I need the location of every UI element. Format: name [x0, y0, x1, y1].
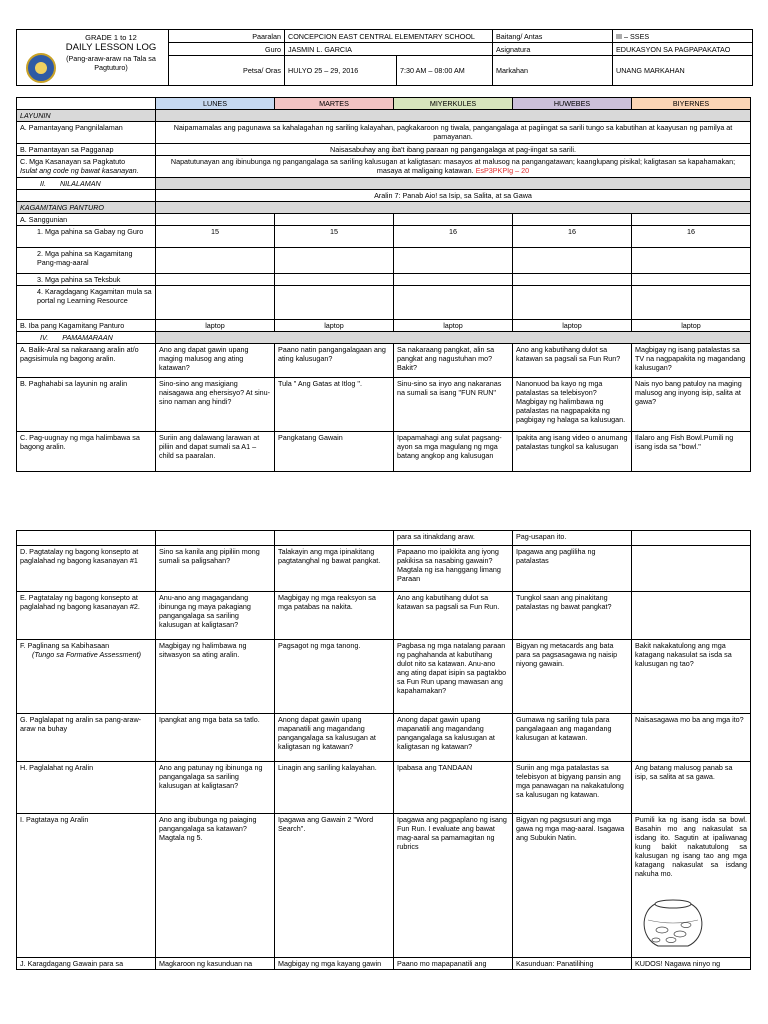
petsa-value: HULYO 25 – 29, 2016: [285, 56, 397, 86]
aralin-title: Aralin 7: Panab Aio! sa Isip, sa Salita, at sa Gawa: [156, 190, 751, 202]
gabay-guro-fri: 16: [632, 226, 751, 248]
paglalapat-fri: Naisasagawa mo ba ang mga ito?: [632, 714, 751, 762]
continued-fri: [632, 531, 751, 546]
section-layunin: LAYUNIN: [17, 110, 156, 122]
balik-aral-tue: Paano natin pangangalagaan ang ating kalusugan?: [275, 344, 394, 378]
paghahabi-wed: Sinu-sino sa inyo ang nakaranas na sumali sa isang "FUN RUN": [394, 378, 513, 432]
row-label-pagtataya: I. Pagtataya ng Aralin: [17, 814, 156, 958]
kabihasaan-fri: Bakit nakakatulong ang mga katagang nakasulat sa isda sa kalusugan ng tao?: [632, 640, 751, 714]
continued-thu: Pag-usapan ito.: [513, 531, 632, 546]
row-label-kasanayan: C. Mga Kasanayan sa Pagkatuto Isulat ang code ng bawat kasanayan.: [17, 156, 156, 178]
day-header-fri: BIYERNES: [632, 98, 751, 110]
pamantayan-pagganap-text: Naisasabuhay ang iba't ibang paraan ng pangangalaga at pag-iingat sa sarili.: [156, 144, 751, 156]
paglalapat-tue: Anong dapat gawin upang mapanatili ang magandang pangangalaga sa kalusugan at kaligtasan ng katawan?: [275, 714, 394, 762]
kagamitan-mon: laptop: [156, 320, 275, 332]
pag-uugnay-tue: Pangkatang Gawain: [275, 432, 394, 472]
konsepto2-fri: [632, 592, 751, 640]
day-header-wed: MIYERKULES: [394, 98, 513, 110]
paghahabi-thu: Nanonuod ba kayo ng mga patalastas sa telebisyon? Magbigay ng halimbawa ng patalastas na nagpapakita ng pagbigay ng halaga sa kalusugan.: [513, 378, 632, 432]
row-label-paghahabi: B. Paghahabi sa layunin ng aralin: [17, 378, 156, 432]
kagamitan-fri: laptop: [632, 320, 751, 332]
paghahabi-mon: Sino-sino ang masigiang naisagawa ang ehersisyo? At sinu-sino naman ang hindi?: [156, 378, 275, 432]
paglalahat-mon: Ano ang patunay ng ibinunga ng pangangalaga sa sariling kalusugan at kaligtasan?: [156, 762, 275, 814]
paghahabi-fri: Nais nyo bang patuloy na maging malusog ang inyong isip, salita at gawa?: [632, 378, 751, 432]
competency-code: EsP3PKPIg – 20: [475, 166, 530, 175]
gabay-guro-mon: 15: [156, 226, 275, 248]
konsepto1-tue: Talakayin ang mga ipinakitang pagtatanghal ng bawat pangkat.: [275, 546, 394, 592]
paglalapat-thu: Gumawa ng sariling tula para pangalagaan ang magandang kalusugan at katawan.: [513, 714, 632, 762]
kasanayan-text: Napatutunayan ang ibinubunga ng pangangalaga sa sariling kalusugan at kaligtasan: masayos at malusog na pangangatawan; kaanglupang pisikal; kaligtasan sa kapahamakan; masaya at maligaing katawan. EsP3PKPIg – 20: [156, 156, 751, 178]
konsepto1-mon: Sino sa kanila ang pipiliin mong sumali sa paligsahan?: [156, 546, 275, 592]
row-label-pamantayang-pangnilalaman: A. Pamantayang Pangnilalaman: [17, 122, 156, 144]
paghahabi-tue: Tula " Ang Gatas at Itlog ".: [275, 378, 394, 432]
konsepto2-mon: Anu-ano ang magagandang ibinunga ng maya pakagiang pangangalaga sa sariling kalusugan at kaligtasan?: [156, 592, 275, 640]
row-label-kagamitang-mag-aaral: 2. Mga pahina sa Kagamitang Pang-mag-aaral: [17, 248, 156, 274]
konsepto2-thu: Tungkol saan ang pinakitang patalastas ng bawat pangkat?: [513, 592, 632, 640]
row-label-bagong-konsepto-2: E. Pagtatalay ng bagong konsepto at paglalahad ng bagong kasanayan #2.: [17, 592, 156, 640]
row-label-sanggunian: A. Sanggunian: [17, 214, 156, 226]
paglalahat-wed: Ipabasa ang TANDAAN: [394, 762, 513, 814]
paaralan-value: CONCEPCION EAST CENTRAL ELEMENTARY SCHOOL: [285, 30, 493, 43]
gabay-guro-tue: 15: [275, 226, 394, 248]
asignatura-value: EDUKASYON SA PAGPAPAKATAO: [613, 43, 753, 56]
karagdagan-fri: KUDOS! Nagawa ninyo ng: [632, 958, 751, 970]
kabihasaan-wed: Pagbasa ng mga natalang paraan ng paghahanda at kabutihang dulot nito sa katawan. Anu-ano ang ating dapat isipin sa pagtakbo sa Fun Run upang mawasan ang kapahamakan?: [394, 640, 513, 714]
baitang-value: III – SSES: [613, 30, 753, 43]
konsepto2-tue: Magbigay ng mga reaksyon sa mga patabas na nakita.: [275, 592, 394, 640]
pagtataya-tue: Ipagawa ang Gawain 2 "Word Search".: [275, 814, 394, 958]
continued-wed: para sa itinakdang araw.: [394, 531, 513, 546]
petsa-label: Petsa/ Oras: [169, 56, 285, 86]
row-label-paglalapat: G. Paglalapat ng aralin sa pang-araw-araw na buhay: [17, 714, 156, 762]
lesson-table-page2: [16, 530, 751, 970]
lesson-table-page1: [16, 97, 751, 472]
row-label-paglalahat: H. Paglalahat ng Aralin: [17, 762, 156, 814]
guro-value: JASMIN L. GARCIA: [285, 43, 493, 56]
row-label-teksbuk: 3. Mga pahina sa Teksbuk: [17, 274, 156, 286]
markahan-label: Markahan: [493, 56, 613, 86]
row-label-bagong-konsepto-1: D. Pagtatalay ng bagong konsepto at paglalahad ng bagong kasanayan #1: [17, 546, 156, 592]
day-header-tue: MARTES: [275, 98, 394, 110]
paglalapat-wed: Anong dapat gawin upang mapanatili ang magandang pangangalaga sa kalusugan at kaligtasan ng katawan?: [394, 714, 513, 762]
paglalahat-thu: Suriin ang mga patalastas sa telebisyon at bigyang pansin ang mga panawagan na nakakatulong sa kalusugan ng katawan.: [513, 762, 632, 814]
kabihasaan-mon: Magbigay ng halimbawa ng sitwasyon sa ating aralin.: [156, 640, 275, 714]
section-kagamitan: KAGAMITANG PANTURO: [17, 202, 156, 214]
pag-uugnay-mon: Suriin ang dalawang larawan at piliin and dapat sumali sa A1 – child sa paaralan.: [156, 432, 275, 472]
karagdagan-thu: Kasunduan: Panatilihing: [513, 958, 632, 970]
continued-tue: [275, 531, 394, 546]
grade-label: GRADE 1 to 12: [85, 33, 137, 42]
pagtataya-mon: Ano ang ibubunga ng paiaging pangangalaga sa katawan? Magtala ng 5.: [156, 814, 275, 958]
page-subtitle: (Pang-araw-araw na Tala sa Pagtuturo): [66, 54, 156, 72]
paaralan-label: Paaralan: [169, 30, 285, 43]
day-header-mon: LUNES: [156, 98, 275, 110]
corner-cell: [17, 98, 156, 110]
row-label-pag-uugnay: C. Pag-uugnay ng mga halimbawa sa bagong aralin.: [17, 432, 156, 472]
karagdagan-mon: Magkaroon ng kasunduan na: [156, 958, 275, 970]
karagdagan-tue: Magbigay ng mga kayang gawin: [275, 958, 394, 970]
page-title: DAILY LESSON LOG: [65, 42, 157, 53]
kagamitan-thu: laptop: [513, 320, 632, 332]
deped-seal-icon: [26, 53, 56, 83]
section-pamamaraan: IV. PAMAMARAAN: [17, 332, 156, 344]
fish-bowl-icon: [638, 898, 708, 950]
header-title-cell: [17, 30, 169, 86]
baitang-label: Baitang/ Antas: [493, 30, 613, 43]
day-header-thu: HUWEBES: [513, 98, 632, 110]
continued-mon: [156, 531, 275, 546]
paglalapat-mon: Ipangkat ang mga bata sa tatlo.: [156, 714, 275, 762]
kagamitan-wed: laptop: [394, 320, 513, 332]
balik-aral-wed: Sa nakaraang pangkat, alin sa pangkat ang nagustuhan mo? Bakit?: [394, 344, 513, 378]
konsepto2-wed: Ano ang kabutihang dulot sa katawan sa pagsali sa Fun Run.: [394, 592, 513, 640]
oras-value: 7:30 AM – 08:00 AM: [397, 56, 493, 86]
konsepto1-thu: Ipagawa ang pagliliha ng patalastas: [513, 546, 632, 592]
row-label-iba-pang-kagamitan: B. Iba pang Kagamitang Panturo: [17, 320, 156, 332]
header-table: [16, 29, 753, 86]
konsepto1-fri: [632, 546, 751, 592]
kagamitan-tue: laptop: [275, 320, 394, 332]
pamantayang-pangnilalaman-text: Naipamamalas ang pagunawa sa kahalagahan ng sariling kalayahan, pagkakaroon ng tiwala, pangangalaga at pagiingat sa sarili tungo sa kabutihan at kaayusan ng pamilya at pamayanan.: [156, 122, 751, 144]
pagtataya-fri: Pumili ka ng isang isda sa bowl. Basahin mo ang nakasulat sa isdang ito. Sagutin at ipaliwanag kung bakit nakatutulong sa kalusugan ng isang tao ang mga katagang nakasulat sa isdang nakuha mo.: [635, 815, 747, 878]
pagtataya-wed: Ipagawa ang pagpaplano ng isang Fun Run. I evaluate ang bawat mag-aaral sa pamamagitan ng rubrics: [394, 814, 513, 958]
guro-label: Guro: [169, 43, 285, 56]
konsepto1-wed: Papaano mo ipakikita ang iyong pakikisa sa nasabing gawain? Magtala ng isa hanggang limang Paraan: [394, 546, 513, 592]
kabihasaan-thu: Bigyan ng metacards ang bata para sa pagsasagawa ng naisip niyong gawain.: [513, 640, 632, 714]
karagdagan-wed: Paano mo mapapanatili ang: [394, 958, 513, 970]
paglalahat-fri: Ang batang malusog panab sa isip, sa salita at sa gawa.: [632, 762, 751, 814]
markahan-value: UNANG MARKAHAN: [613, 56, 753, 86]
balik-aral-fri: Magbigay ng isang patalastas sa TV na nagpapakita ng magandang kalusugan?: [632, 344, 751, 378]
section-nilalaman: II. NILALAMAN: [17, 178, 156, 190]
paglalahat-tue: Linagin ang sariling kalayahan.: [275, 762, 394, 814]
row-label-pamantayan-pagganap: B. Pamantayan sa Pagganap: [17, 144, 156, 156]
pag-uugnay-thu: Ipakita ang isang video o anumang patalastas tungkol sa kalusugan: [513, 432, 632, 472]
row-label-kabihasaan: F. Paglinang sa Kabihasaan (Tungo sa Formative Assessment): [17, 640, 156, 714]
pagtataya-thu: Bigyan ng pagsusuri ang mga gawa ng mga mag-aaral. Isagawa ang Subukin Natin.: [513, 814, 632, 958]
pag-uugnay-wed: Ipapamahagi ang sulat pagsang-ayon sa mga magulang ng mga batang angkop ang kalusugan: [394, 432, 513, 472]
balik-aral-thu: Ano ang kabutihang dulot sa katawan sa pagsali sa Fun Run?: [513, 344, 632, 378]
gabay-guro-thu: 16: [513, 226, 632, 248]
pag-uugnay-fri: Ilalaro ang Fish Bowl.Pumili ng isang isda sa "bowl.": [632, 432, 751, 472]
row-label-gabay-guro: 1. Mga pahina sa Gabay ng Guro: [17, 226, 156, 248]
balik-aral-mon: Ano ang dapat gawin upang maging malusog ang ating katawan?: [156, 344, 275, 378]
asignatura-label: Asignatura: [493, 43, 613, 56]
gabay-guro-wed: 16: [394, 226, 513, 248]
row-label-learning-resource: 4. Karagdagang Kagamitan mula sa portal ng Learning Resource: [17, 286, 156, 320]
row-label-balik-aral: A. Balik-Aral sa nakaraang aralin at/o pagsisimula ng bagong aralin.: [17, 344, 156, 378]
row-label-karagdagang-gawain: J. Karagdagang Gawain para sa: [17, 958, 156, 970]
pagtataya-fri-cell: [632, 814, 751, 958]
kabihasaan-tue: Pagsagot ng mga tanong.: [275, 640, 394, 714]
